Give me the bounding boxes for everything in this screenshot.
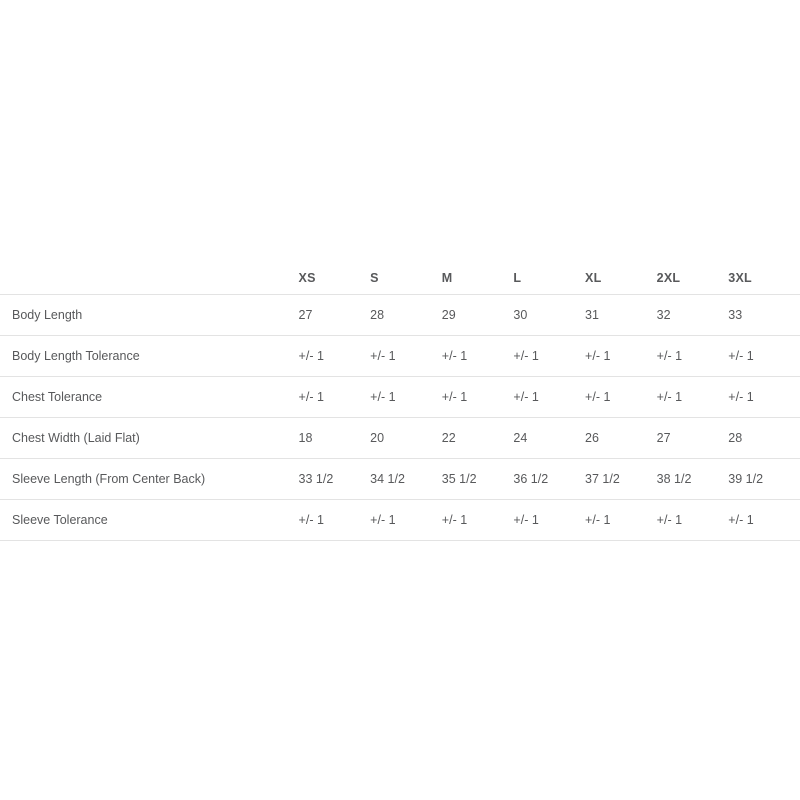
column-header-l: L xyxy=(513,271,522,285)
row-label-chest-tolerance: Chest Tolerance xyxy=(12,390,103,404)
table-row xyxy=(0,336,800,377)
table-row xyxy=(0,418,800,459)
table-row xyxy=(0,500,800,541)
cell-chest-width-xl: 26 xyxy=(585,431,599,445)
row-label-sleeve-tolerance: Sleeve Tolerance xyxy=(12,513,108,527)
cell-sleeve-tolerance-2xl: +/- 1 xyxy=(656,513,683,527)
column-header-s: S xyxy=(370,271,379,285)
row-label-body-length: Body Length xyxy=(12,308,83,322)
table-row xyxy=(0,295,800,336)
cell-chest-tolerance-m: +/- 1 xyxy=(441,390,468,404)
cell-sleeve-tolerance-xl: +/- 1 xyxy=(585,513,611,527)
cell-sleeve-length-xl: 37 1/2 xyxy=(585,472,620,486)
cell-body-length-m: 29 xyxy=(441,308,456,322)
cell-body-length-tolerance-xs: +/- 1 xyxy=(298,349,324,363)
cell-body-length-tolerance-3xl: +/- 1 xyxy=(728,349,754,363)
cell-body-length-2xl: 32 xyxy=(656,308,671,322)
header-corner xyxy=(0,262,299,295)
cell-sleeve-length-3xl: 39 1/2 xyxy=(728,472,764,486)
cell-chest-tolerance-xl: +/- 1 xyxy=(585,390,611,404)
cell-sleeve-length-2xl: 38 1/2 xyxy=(656,472,692,486)
cell-body-length-tolerance-m: +/- 1 xyxy=(441,349,468,363)
cell-body-length-tolerance-l: +/- 1 xyxy=(513,349,539,363)
column-header-2xl: 2XL xyxy=(656,271,681,285)
cell-chest-width-xs: 18 xyxy=(298,431,313,445)
cell-chest-width-2xl: 27 xyxy=(656,431,671,445)
cell-chest-tolerance-s: +/- 1 xyxy=(370,390,396,404)
cell-sleeve-length-m: 35 1/2 xyxy=(441,472,477,486)
row-label-body-length-tolerance: Body Length Tolerance xyxy=(12,349,140,363)
cell-sleeve-tolerance-xs: +/- 1 xyxy=(298,513,324,527)
cell-body-length-xl: 31 xyxy=(585,308,599,322)
column-header-m: M xyxy=(441,271,453,285)
table-body xyxy=(0,295,800,541)
table-header xyxy=(0,262,800,295)
size-chart-table xyxy=(0,262,800,541)
cell-chest-width-s: 20 xyxy=(370,431,385,445)
cell-body-length-s: 28 xyxy=(370,308,385,322)
cell-sleeve-tolerance-l: +/- 1 xyxy=(513,513,539,527)
table-row xyxy=(0,459,800,500)
cell-chest-width-l: 24 xyxy=(513,431,528,445)
cell-body-length-tolerance-xl: +/- 1 xyxy=(585,349,611,363)
table-row xyxy=(0,377,800,418)
cell-body-length-xs: 27 xyxy=(298,308,313,322)
cell-body-length-l: 30 xyxy=(513,308,528,322)
row-label-sleeve-length: Sleeve Length (From Center Back) xyxy=(12,472,206,486)
cell-chest-width-3xl: 28 xyxy=(728,431,743,445)
cell-chest-tolerance-2xl: +/- 1 xyxy=(656,390,683,404)
cell-chest-width-m: 22 xyxy=(441,431,456,445)
header-row xyxy=(0,262,800,295)
column-header-xl: XL xyxy=(585,271,602,285)
cell-chest-tolerance-3xl: +/- 1 xyxy=(728,390,754,404)
cell-sleeve-length-l: 36 1/2 xyxy=(513,472,549,486)
cell-sleeve-tolerance-s: +/- 1 xyxy=(370,513,396,527)
row-label-chest-width: Chest Width (Laid Flat) xyxy=(12,431,140,445)
cell-sleeve-length-s: 34 1/2 xyxy=(370,472,405,486)
cell-body-length-tolerance-s: +/- 1 xyxy=(370,349,396,363)
cell-body-length-3xl: 33 xyxy=(728,308,743,322)
column-header-xs: XS xyxy=(298,271,316,285)
cell-body-length-tolerance-2xl: +/- 1 xyxy=(656,349,683,363)
cell-chest-tolerance-xs: +/- 1 xyxy=(298,390,324,404)
cell-sleeve-tolerance-m: +/- 1 xyxy=(441,513,468,527)
cell-chest-tolerance-l: +/- 1 xyxy=(513,390,539,404)
cell-sleeve-length-xs: 33 1/2 xyxy=(298,472,334,486)
column-header-3xl: 3XL xyxy=(728,271,752,285)
cell-sleeve-tolerance-3xl: +/- 1 xyxy=(728,513,754,527)
